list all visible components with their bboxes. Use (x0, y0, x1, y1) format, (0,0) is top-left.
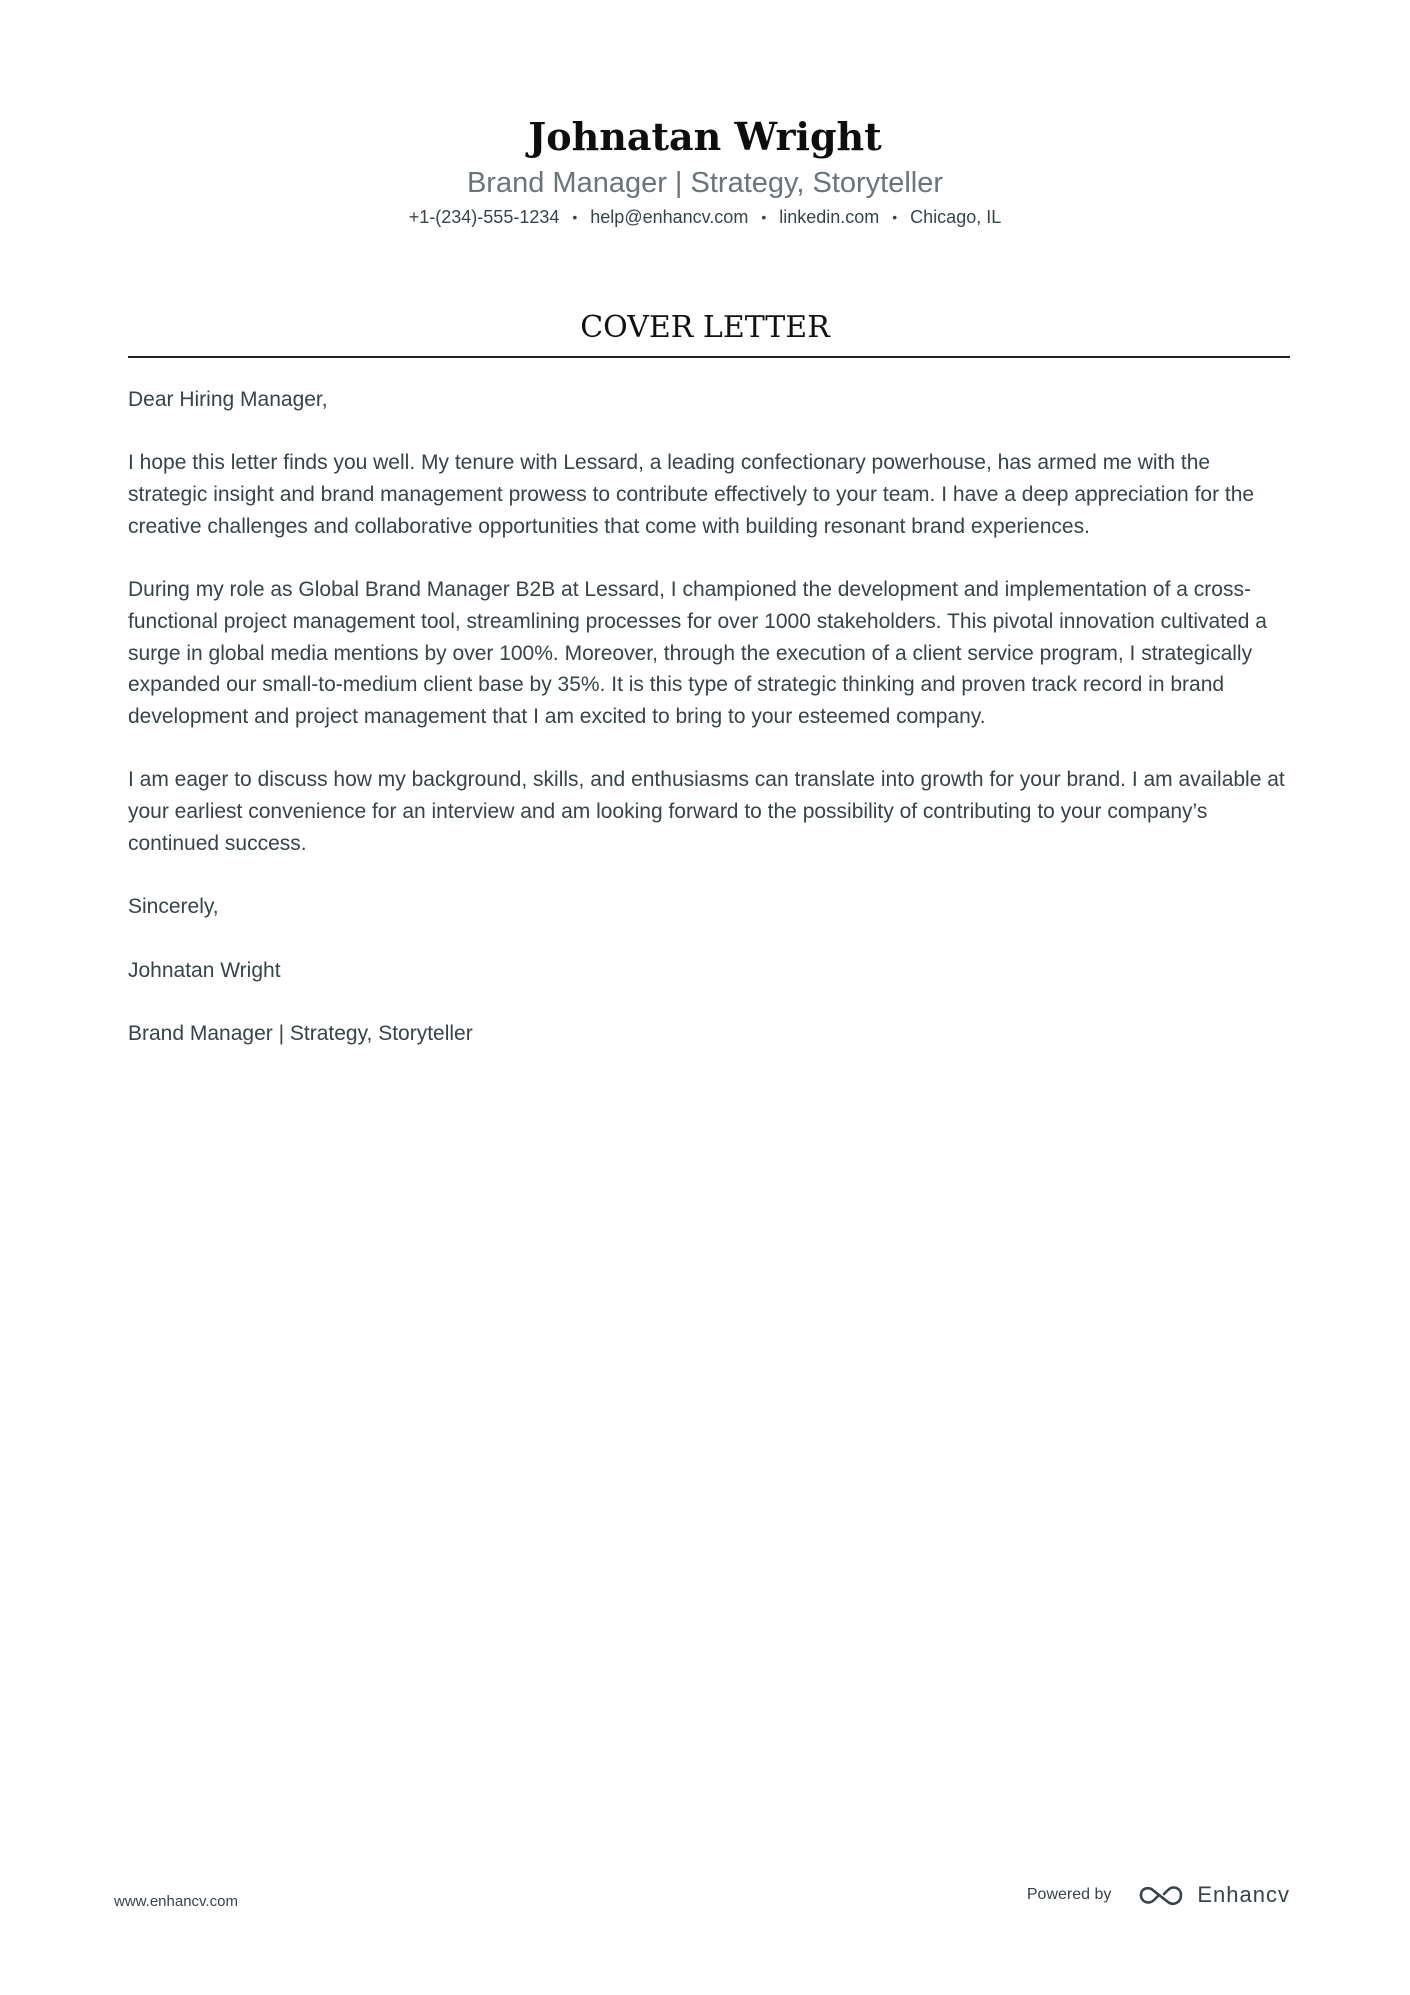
signature-title: Brand Manager | Strategy, Storyteller (128, 1021, 473, 1045)
enhancv-wordmark: Enhancv (1197, 1882, 1290, 1907)
signature-name: Johnatan Wright (128, 958, 281, 982)
letter-paragraph: I hope this letter finds you well. My tenure with Lessard, a leading confectionary powerhouse, has armed me with the strategic insight and brand management prowess to contribute effectively to your team. I have a deep appreciation for the creative challenges and collaborative opportunities that come with building resonant brand experiences. (128, 451, 1255, 538)
letter-paragraph: During my role as Global Brand Manager B2B at Lessard, I championed the development and implementation of a cross-functional project management tool, streamlining processes for over 1000 stakeholders. This pivotal innovation cultivated a surge in global media mentions by over 100%. Moreover, through the execution of a client service program, I strategically expanded our small-to-medium client base by 35%. It is this type of strategic thinking and proven track record in brand development and project management that I am excited to bring to your esteemed company. (128, 578, 1267, 728)
section-title: COVER LETTER (580, 310, 830, 345)
powered-by-label: Powered by (1026, 1886, 1112, 1903)
contact-line (0, 204, 1410, 231)
applicant-name: Johnatan Wright (528, 114, 882, 159)
email-link[interactable]: help@enhancv.com (590, 207, 749, 227)
footer-website-link[interactable]: www.enhancv.com (114, 1893, 238, 1910)
letter-header (0, 112, 1410, 231)
footer-branding[interactable] (1027, 1882, 1290, 1908)
letter-greeting: Dear Hiring Manager, (128, 388, 328, 411)
letter-closing: Sincerely, (128, 895, 219, 919)
linkedin-link[interactable]: linkedin.com (779, 207, 880, 227)
phone-number: +1-(234)-555-1234 (408, 207, 560, 227)
contact-separator: • (572, 209, 578, 225)
letter-paragraph: I am eager to discuss how my background, skills, and enthusiasms can translate into growth for your brand. I am available at your earliest convenience for an interview and am looking forward to the possibility of contributing to your company’s continued success. (128, 768, 1285, 855)
letter-body (128, 384, 1290, 1081)
applicant-title: Brand Manager | Strategy, Storyteller (466, 167, 944, 199)
section-divider (128, 356, 1290, 358)
location: Chicago, IL (910, 207, 1002, 227)
contact-separator: • (761, 209, 767, 225)
contact-separator: • (892, 209, 898, 225)
enhancv-logo-icon (1137, 1882, 1185, 1908)
